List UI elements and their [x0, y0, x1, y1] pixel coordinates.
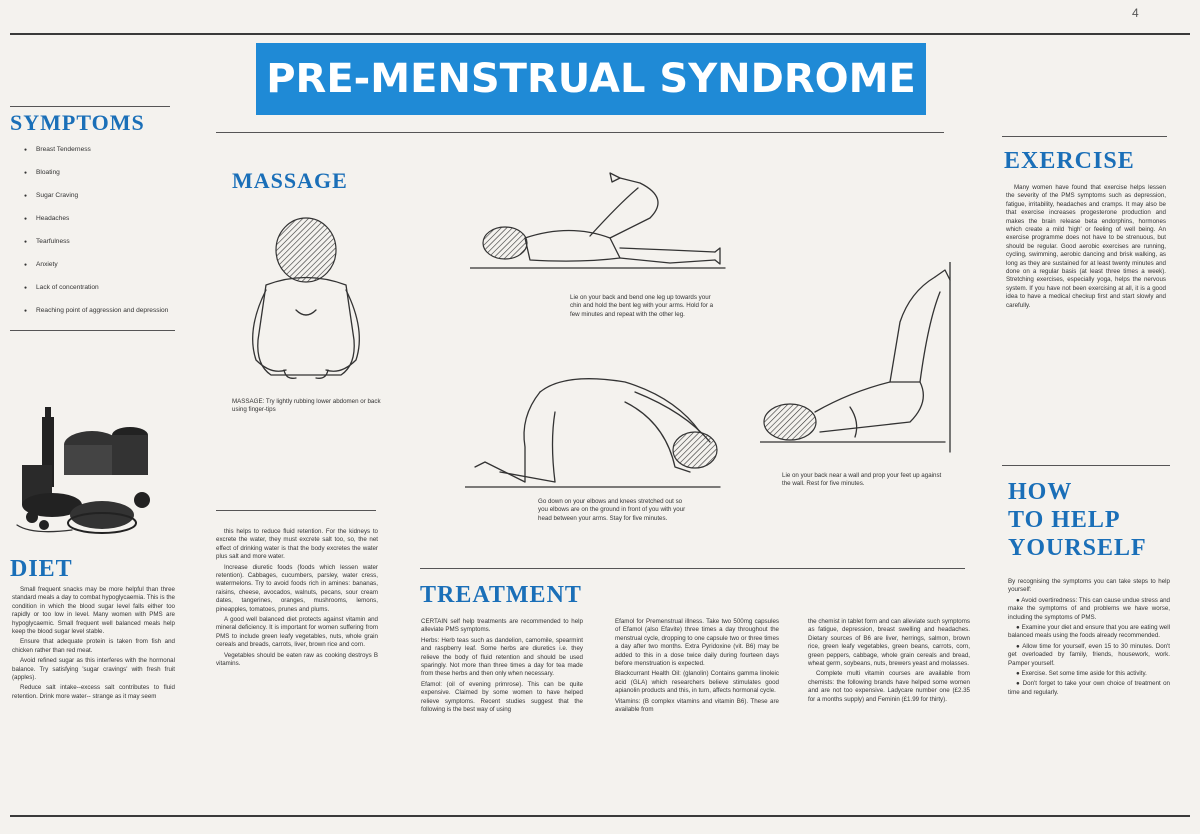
help-intro: By recognising the symptoms you can take steps to help yourself: [1008, 578, 1170, 594]
diet-text-right [216, 528, 378, 671]
diet-paragraph: Avoid refined sugar as this interferes with the hormonal balance. Try satisfying 'sugar cravings' with fresh fruit (apples). [12, 657, 175, 682]
help-heading-line: YOURSELF [1008, 535, 1147, 561]
wall-illustration [760, 262, 960, 462]
symptom-item: ● Lack of concentration [22, 284, 177, 292]
bullet-icon: ● [1016, 670, 1022, 678]
symptoms-list [22, 146, 177, 330]
top-rule [10, 33, 1190, 35]
diet-paragraph: Reduce salt intake--excess salt contributes to fluid retention. Drink more water-- strange as it may seem [12, 684, 175, 700]
help-heading [1008, 478, 1147, 562]
bullet-icon: ● [1016, 596, 1022, 604]
treatment-paragraph: Efamol: (oil of evening primrose). This can be quite expensive. Claimed by some women to have helped relieve symptoms. Recent studies suggest that the following is the best way of using [421, 680, 583, 714]
treatment-col-2 [615, 618, 779, 716]
elbows-knees-caption: Go down on your elbows and knees stretched out so you elbows are on the ground in front of you with your head between your arms. Stay for five minutes. [538, 498, 686, 522]
treatment-paragraph: CERTAIN self help treatments are recommended to help alleviate PMS symptoms. [421, 618, 583, 634]
diet-paragraph: this helps to reduce fluid retention. For the kidneys to excrete the water, they must excrete salt too, so, the net effect of drinking water is that the body excretes the water plus salt and more water. [216, 528, 378, 561]
treatment-paragraph: Blackcurrant Health Oil: (glanolin) Contains gamma linoleic acid (GLA) which researchers believe stimulates good apianolin products and this, in turn, affects hormonal cycle. [615, 670, 779, 695]
treatment-paragraph: the chemist in tablet form and can alleviate such symptoms as fatigue, depression, breast swelling and headaches. Dietary sources of B6 are liver, herrings, salmon, brown rice, green leafy vegetables, green beans, carrots, corn, green peppers, cabbage, whole grain cereals and bread, wheat germ, soybeans, nuts, brewers yeast and molasses. [808, 618, 970, 668]
wall-caption: Lie on your back near a wall and prop your feet up against the wall. Rest for five minutes. [782, 472, 942, 488]
treatment-paragraph: Complete multi vitamin courses are available from chemists: the following brands have helped some women and are not too expensive. Ladycare number one (£2.35 for a months supply) and Feminin (£1.99 for thirty). [808, 670, 970, 703]
symptom-item: ● Headaches [22, 215, 177, 223]
bottom-rule [10, 815, 1190, 817]
banner-title: PRE-MENSTRUAL SYNDROME [256, 43, 926, 115]
exercise-heading: EXERCISE [1004, 148, 1135, 174]
leg-hold-illustration [470, 168, 730, 283]
symptom-item: ● Breast Tenderness [22, 146, 177, 154]
treatment-paragraph: Efamol for Premenstrual illness. Take two 500mg capsules of Efamol (also Efavite) three times a day throughout the menstrual cycle, dropping to one capsule two or three times a day after two months. Extra Pyridoxine (vit. B6) may be added to this in a dose twice daily during fourteen days before menstruation is expected. [615, 618, 779, 668]
treatment-paragraph: Vitamins: (B complex vitamins and vitamin B6). These are available from [615, 697, 779, 714]
leg-hold-caption: Lie on your back and bend one leg up towards your chin and hold the bent leg with your arms. Hold for a few minutes and repeat with the other leg. [570, 294, 714, 318]
bullet-icon: ● [1016, 642, 1023, 650]
diet-paragraph: Vegetables should be eaten raw as cooking destroys B vitamins. [216, 651, 378, 668]
help-item: ● Allow time for yourself, even 15 to 30 minutes. Don't get overloaded by family, friends, housework, work. Pamper yourself. [1008, 642, 1171, 667]
massage-heading: MASSAGE [232, 168, 348, 193]
treatment-paragraph: Herbs: Herb teas such as dandelion, camomile, spearmint and raspberry leaf. Some herbs are diuretics i.e. they relieve the body of fluid retention and should be used sparingly. Not more than three times a day for tea made from these herbs and then only when necessary. [421, 636, 583, 678]
treatment-heading: TREATMENT [420, 582, 582, 608]
exercise-text [1006, 184, 1166, 312]
treatment-col-3 [808, 618, 970, 706]
help-item: ● Avoid overtiredness: This can cause undue stress and make the symptoms of and problems we have worse, including the symptoms of PMS. [1008, 596, 1170, 621]
diet-paragraph: Ensure that adequate protein is taken from fish and chicken rather than red meat. [12, 638, 175, 654]
help-heading-line: TO HELP [1008, 507, 1121, 533]
diet-paragraph: A good well balanced diet protects against vitamin and mineral deficiency. It is important for women suffering from PMS to include green leafy vegetables, nuts, whole grain cereals and breads, carrots, liver, brown rice and corn. [216, 616, 378, 649]
diet-paragraph: Small frequent snacks may be more helpful than three standard meals a day to combat hypoglycaemia. This is the condition in which the blood sugar level falls either too rapidly or too low in level. Many women with PMS are hypoglycaemic. Small frequent well balanced meals help keep the blood sugar level stable. [12, 586, 175, 636]
symptom-item: ● Tearfulness [22, 238, 177, 246]
help-item: ● Examine your diet and ensure that you are eating well balanced meals using the foods already recommended. [1008, 624, 1170, 640]
massage-illustration [226, 210, 376, 390]
elbows-knees-illustration [465, 372, 725, 497]
food-illustration [12, 405, 172, 545]
help-text [1008, 578, 1170, 699]
help-item: ● Exercise. Set some time aside for this activity. [1016, 670, 1147, 678]
treatment-col-1 [421, 618, 583, 716]
symptom-item: ● Reaching point of aggression and depression [22, 307, 177, 315]
help-item: ● Don't forget to take your own choice of treatment on time and regularly. [1008, 680, 1170, 696]
page-number: 4 [1132, 6, 1139, 20]
massage-caption: MASSAGE: Try lightly rubbing lower abdomen or back using finger-tips [232, 398, 381, 414]
bullet-icon: ● [1016, 624, 1022, 632]
bullet-icon: ● [1016, 680, 1023, 688]
symptom-item: ● Bloating [22, 169, 177, 177]
symptom-item: ● Sugar Craving [22, 192, 177, 200]
exercise-paragraph: Many women have found that exercise helps lessen the severity of the PMS symptoms such as depression, fatigue, irritability, headaches and cramps. It may also be that exercise increases progesterone production and makes the brain release beta endorphins, hormones which create a mild 'high' or feeling of well being. An exercise programme does not have to be strenuous, but should be regular. Good aerobic exercises are running, cycling, swimming, aerobic dancing and brisk walking, as long as they are sustained for at least twenty minutes and done on a regular basis (at least three times a week). Stretching exercises, especially yoga, helps the nervous system. If you have not been exercising at all, it is a good idea to have a medical checkup first and start slowly and carefully. [1006, 184, 1166, 309]
diet-text-left [12, 586, 175, 703]
diet-paragraph: Increase diuretic foods (foods which lessen water retention). Cabbages, cucumbers, parsley, water cress, watermelons. Try to avoid foods rich in amines: bananas, raisins, cheese, avocados, walnuts, pecans, sour cream dates, tangerines, oranges, mushrooms, lemons, pineapples, tomatoes, prunes and plums. [216, 563, 378, 613]
symptom-item: ● Anxiety [22, 261, 177, 269]
help-heading-line: HOW [1008, 479, 1073, 505]
symptoms-heading: SYMPTOMS [10, 110, 145, 135]
diet-heading: DIET [10, 556, 73, 582]
